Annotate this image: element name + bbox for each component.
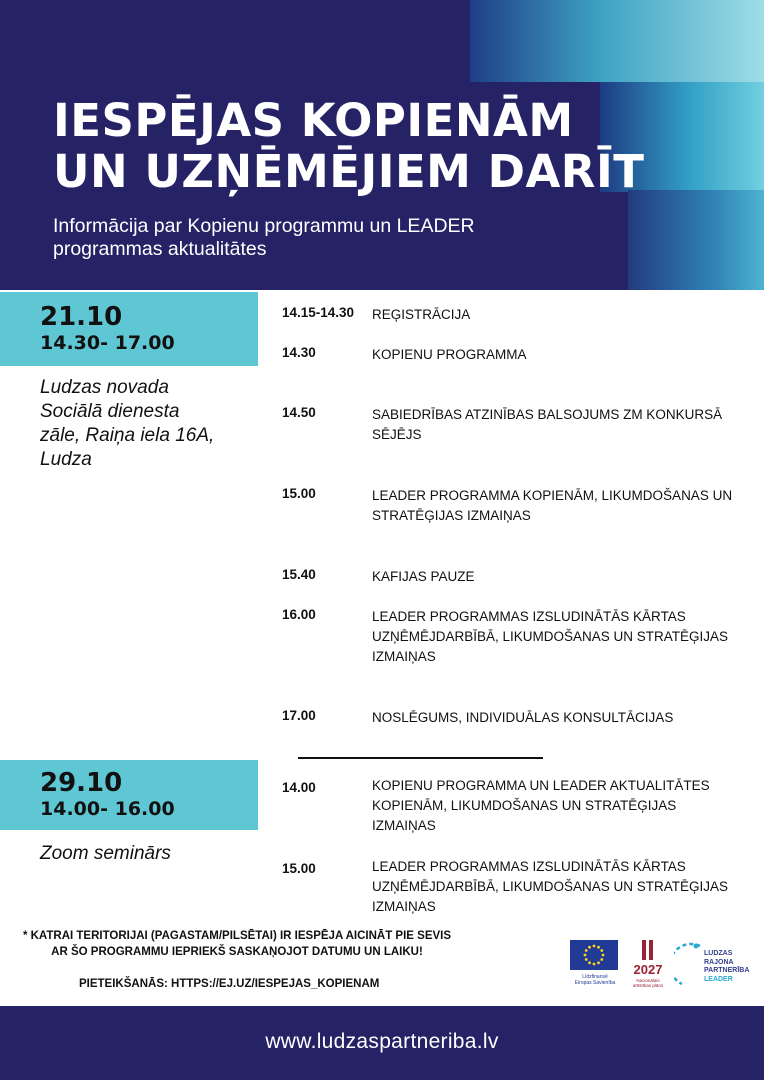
page-subtitle: [53, 215, 643, 261]
event2-date-box: [0, 760, 258, 830]
eu-caption-line: Eiropas Savienība: [574, 980, 616, 986]
lrp-line: LUDZAS: [704, 950, 733, 957]
agenda-text-line: REĢISTRĀCIJA: [372, 307, 471, 322]
lrp-line: RAJONA: [704, 958, 734, 966]
subtitle-line: programmas aktualitātes: [53, 238, 267, 260]
agenda-time: 15.00: [282, 486, 316, 501]
agenda-text-line: STRATĒĢIJAS IZMAIŅAS: [372, 508, 531, 523]
lrp-line: PARTNERĪBA: [704, 967, 750, 974]
eu-caption-line: Līdzfinansē: [582, 974, 608, 980]
nap-year: 2027: [633, 962, 663, 977]
eu-caption: [566, 974, 624, 986]
event1-time: 14.30- 17.00: [40, 332, 175, 354]
agenda-text-line: UZŅĒMĒJDARBĪBĀ, LIKUMDOŠANAS UN STRATĒĢIJAS: [372, 879, 729, 894]
agenda-text: [372, 708, 752, 728]
title-line: IESPĒJAS KOPIENĀM: [53, 94, 574, 147]
event2-date: 29.10: [40, 768, 123, 798]
agenda-time: 14.15-14.30: [282, 305, 355, 320]
event2-time: 14.00- 16.00: [40, 798, 175, 820]
agenda-text-line: KAFIJAS PAUZE: [372, 569, 475, 584]
agenda-text-line: LEADER PROGRAMMA KOPIENĀM, LIKUMDOŠANAS UN: [372, 488, 733, 503]
nap-bars-icon: [626, 938, 670, 962]
agenda-time: 16.00: [282, 607, 316, 622]
agenda-text: [372, 607, 752, 667]
event2-venue: [40, 842, 171, 866]
agenda-time: 15.40: [282, 567, 316, 582]
agenda-text-line: UZŅĒMĒJDARBĪBĀ, LIKUMDOŠANAS UN STRATĒĢIJAS: [372, 629, 729, 644]
title-line: UN UZŅĒMĒJIEM DARĪT: [53, 145, 645, 198]
agenda-text: [372, 305, 752, 325]
agenda-text-line: KOPIENU PROGRAMMA UN LEADER AKTUALITĀTES: [372, 778, 710, 793]
agenda-text: [372, 857, 752, 917]
registration-link[interactable]: PIETEIKŠANĀS: HTTPS://EJ.UZ/IESPEJAS_KOPIENAM: [79, 978, 380, 990]
eu-stars-icon: [570, 940, 618, 970]
agenda-text-line: LEADER PROGRAMMAS IZSLUDINĀTĀS KĀRTAS: [372, 859, 686, 874]
footer-bar: [0, 1006, 764, 1080]
agenda-text-line: LEADER PROGRAMMAS IZSLUDINĀTĀS KĀRTAS: [372, 609, 686, 624]
page-title: [53, 95, 644, 197]
event1-date-box: [0, 292, 258, 366]
footnote-line: * KATRAI TERITORIJAI (PAGASTAM/PILSĒTAI) IR IESPĒJA AICINĀT PIE SEVIS: [22, 930, 452, 942]
agenda-text-line: SABIEDRĪBAS ATZINĪBAS BALSOJUMS ZM KONKURSĀ: [372, 407, 723, 422]
subtitle-line: Informācija par Kopienu programmu un LEADER: [53, 215, 475, 237]
header-banner: [0, 0, 764, 290]
gradient-block: [470, 0, 764, 82]
agenda-text-line: KOPIENĀM, LIKUMDOŠANAS UN STRATĒĢIJAS: [372, 798, 677, 813]
nap-caption: [626, 978, 670, 988]
agenda-time: 14.30: [282, 345, 316, 360]
venue-line: zāle, Raiņa iela 16A,: [40, 425, 215, 446]
eu-flag-logo: [570, 940, 618, 970]
lrp-line: LEADER: [704, 975, 733, 983]
event1-date: 21.10: [40, 302, 123, 332]
agenda-text: [372, 345, 752, 365]
agenda-text: [372, 405, 752, 445]
venue-line: Sociālā dienesta: [40, 401, 180, 422]
agenda-text-line: NOSLĒGUMS, INDIVIDUĀLAS KONSULTĀCIJAS: [372, 710, 674, 725]
agenda-text: [372, 776, 752, 836]
nap-logo: [626, 938, 670, 988]
gradient-block: [628, 190, 764, 290]
venue-line: Ludza: [40, 449, 92, 470]
agenda-text-line: IZMAIŅAS: [372, 818, 436, 833]
agenda-text-line: SĒJĒJS: [372, 427, 422, 442]
agenda-text-line: KOPIENU PROGRAMMA: [372, 347, 527, 362]
agenda-text-line: IZMAIŅAS: [372, 649, 436, 664]
agenda-text: [372, 567, 752, 587]
agenda-time: 17.00: [282, 708, 316, 723]
footnote: [12, 928, 462, 960]
agenda-text-line: IZMAIŅAS: [372, 899, 436, 914]
nap-caption-line: Nacionālais: [636, 978, 660, 983]
agenda-time: 14.00: [282, 780, 316, 795]
agenda-time: 14.50: [282, 405, 316, 420]
venue-line: Zoom seminārs: [40, 843, 171, 864]
event1-venue: [40, 376, 214, 472]
footnote-line: AR ŠO PROGRAMMU IEPRIEKŠ SASKAŅOJOT DATUMU UN LAIKU!: [51, 946, 423, 958]
lrp-logo-icon: [674, 940, 708, 990]
lrp-logo-text: [704, 950, 749, 984]
venue-line: Ludzas novada: [40, 377, 169, 398]
nap-caption-line: attīstības plāns: [632, 983, 664, 988]
partner-logos: [566, 936, 756, 994]
agenda-text: [372, 486, 752, 526]
section-divider: [298, 757, 543, 759]
website-link[interactable]: www.ludzaspartneriba.lv: [265, 1030, 499, 1053]
agenda-time: 15.00: [282, 861, 316, 876]
